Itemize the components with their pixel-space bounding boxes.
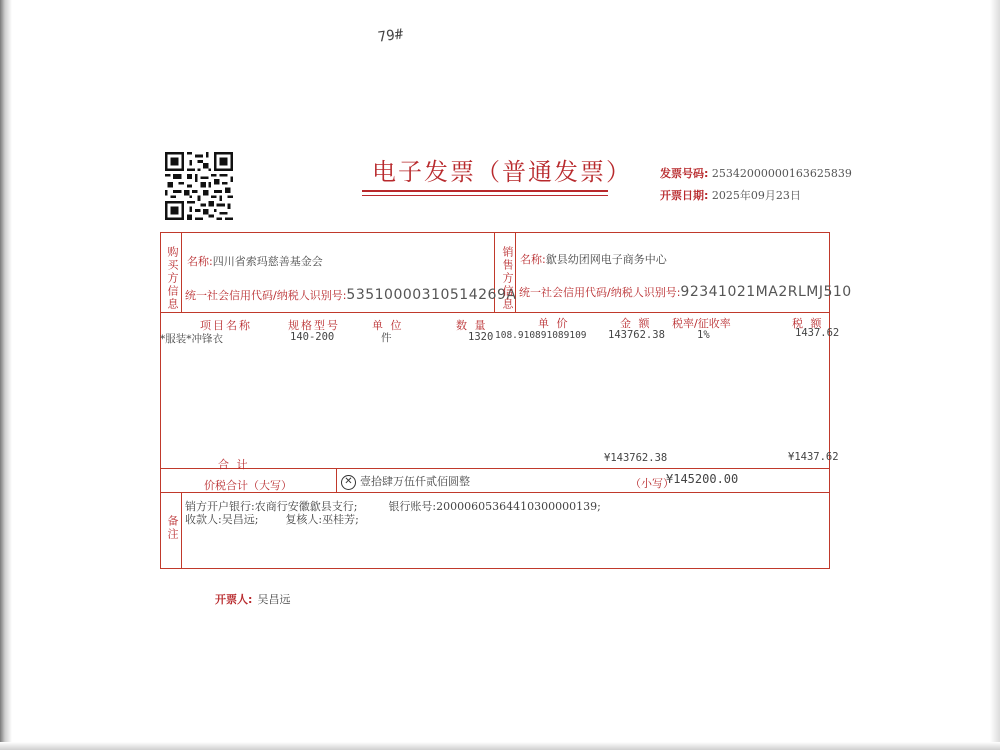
- grand-total-small-label: （小写）: [630, 477, 674, 490]
- buyer-tax-id-label: 统一社会信用代码/纳税人识别号:: [185, 289, 347, 302]
- col-price: 单 价: [538, 317, 570, 330]
- item-name: *服装*冲锋衣: [160, 333, 223, 345]
- remarks-line-2: [185, 511, 359, 527]
- col-tax: 税 额: [792, 317, 824, 330]
- seller-tax-id-label: 统一社会信用代码/纳税人识别号:: [519, 286, 681, 299]
- scan-shadow-left: [0, 0, 12, 750]
- invoice-title: 电子发票（普通发票）: [372, 158, 632, 186]
- grand-total-label: 价税合计（大写）: [204, 479, 292, 492]
- divider-total: [160, 468, 830, 469]
- remarks-reviewer-label: 复核人:: [285, 513, 323, 526]
- remarks-account-label: 银行账号:: [388, 500, 437, 513]
- buyer-name: 四川省索玛慈善基金会: [212, 255, 323, 268]
- remarks-payee-label: 收款人:: [185, 513, 222, 526]
- item-price: 108.910891089109: [495, 330, 587, 341]
- invoice-number-value: 25342000000163625839: [711, 167, 852, 180]
- invoice-number-label: 发票号码:: [660, 167, 709, 180]
- remarks-bank: 农商行安徽歙县支行;: [254, 500, 358, 513]
- scan-shadow-right: [990, 0, 1000, 750]
- remarks-reviewer: 巫桂芳;: [322, 513, 359, 526]
- item-unit: 件: [381, 332, 392, 344]
- remarks-label: 备注: [166, 515, 179, 541]
- grand-total-small-value: ¥145200.00: [666, 472, 739, 486]
- remarks-payee: 吴昌远;: [221, 513, 259, 526]
- buyer-name-row: [187, 250, 323, 269]
- issue-date: [660, 187, 801, 203]
- item-spec: 140-200: [290, 331, 335, 343]
- seller-name: 歙县幼团网电子商务中心: [545, 253, 667, 266]
- qr-code-icon: [165, 152, 233, 220]
- issue-date-value: 2025年09月23日: [711, 189, 801, 202]
- remarks-account: 20000605364410300000139;: [436, 500, 601, 513]
- remarks-bank-label: 销方开户银行:: [185, 500, 255, 513]
- issuer-name: 吴昌远: [257, 593, 291, 606]
- divider-right-mark: [829, 395, 830, 435]
- grand-total-uppercase: 壹拾肆万伍仟贰佰圆整: [360, 475, 470, 488]
- total-amount: ¥143762.38: [604, 452, 668, 464]
- col-rate: 税率/征收率: [672, 317, 731, 330]
- circle-x-icon: ✕: [341, 475, 356, 490]
- seller-tax-row: [519, 281, 852, 300]
- handwritten-mark: 79#: [377, 26, 405, 46]
- item-amount: 143762.38: [608, 329, 665, 341]
- title-underline-thin: [362, 195, 608, 196]
- issue-date-label: 开票日期:: [660, 189, 709, 202]
- invoice-number: [660, 165, 852, 181]
- col-qty: 数 量: [456, 319, 488, 332]
- divider-buyer-side: [181, 232, 182, 312]
- divider-remarks-side: [181, 492, 182, 569]
- item-tax: 1437.62: [795, 327, 840, 339]
- total-tax: ¥1437.62: [788, 451, 839, 463]
- title-underline: [362, 190, 608, 192]
- seller-section-label: 销售方信息: [501, 246, 514, 311]
- item-rate: 1%: [697, 329, 710, 341]
- total-label: 合 计: [218, 458, 250, 471]
- buyer-name-label: 名称:: [187, 255, 213, 268]
- buyer-tax-row: [185, 284, 516, 303]
- col-unit: 单 位: [372, 319, 404, 332]
- col-item: 项目名称: [200, 319, 252, 332]
- col-amount: 金 额: [620, 317, 652, 330]
- seller-tax-id: 92341021MA2RLMJ510: [680, 284, 852, 300]
- seller-name-row: [520, 248, 667, 267]
- col-spec: 规格型号: [288, 319, 340, 332]
- buyer-section-label: 购买方信息: [166, 246, 179, 311]
- scan-shadow-bottom: [0, 742, 1000, 750]
- divider-header: [160, 312, 830, 313]
- buyer-tax-id: 53510000310514269A: [346, 287, 517, 303]
- issuer-row: [215, 588, 291, 607]
- issuer-label: 开票人:: [215, 593, 253, 606]
- divider-grand-label: [336, 468, 337, 492]
- seller-name-label: 名称:: [520, 253, 546, 266]
- grand-total-uppercase-row: [341, 473, 470, 490]
- item-qty: 1320: [468, 331, 494, 343]
